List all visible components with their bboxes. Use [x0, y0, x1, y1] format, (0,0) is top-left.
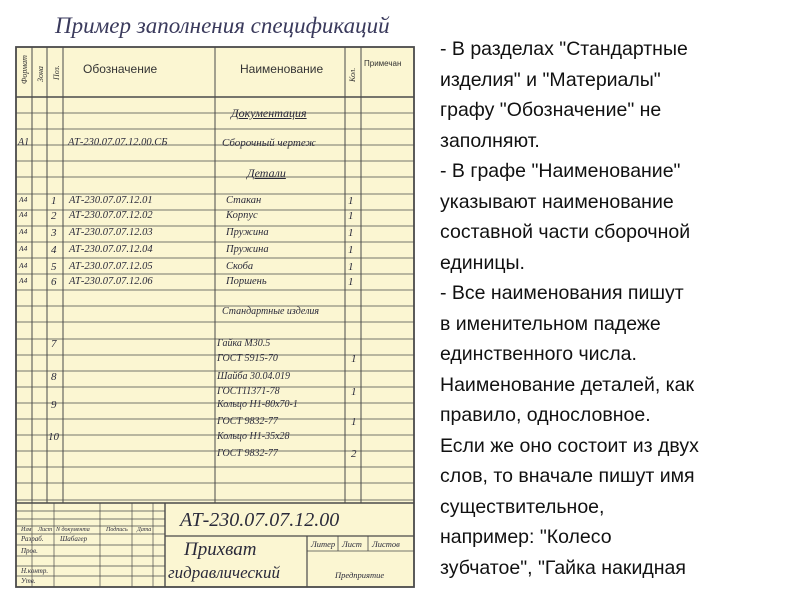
- standard-name: ГОСТ 5915-70: [217, 353, 278, 364]
- standard-qty: 1: [351, 416, 357, 428]
- standard-name: Кольцо Н1-80х70-1: [217, 399, 298, 410]
- section-standard: Стандартные изделия: [222, 306, 320, 317]
- detail-pos: 1: [51, 195, 57, 207]
- standard-name: ГОСТ 9832-77: [217, 416, 278, 427]
- title-block-name-line1: Прихват: [184, 539, 257, 560]
- title-block-sheets: Листов: [372, 539, 400, 549]
- title-block-name-line2: гидравлический: [168, 563, 280, 582]
- header-pos: Поз.: [52, 65, 61, 80]
- detail-designation: АТ-230.07.07.12.04: [69, 244, 153, 255]
- detail-name: Корпус: [226, 210, 258, 221]
- detail-designation: АТ-230.07.07.12.06: [69, 276, 153, 287]
- header-note: Примечан: [364, 59, 402, 68]
- detail-qty: 1: [348, 227, 354, 239]
- detail-format: А4: [19, 244, 28, 253]
- title-block-nkontr: Н.контр.: [21, 567, 49, 575]
- detail-name: Скоба: [226, 261, 254, 272]
- section-details: Детали: [247, 166, 286, 180]
- standard-name: ГОСТ 9832-77: [217, 448, 278, 459]
- detail-pos: 6: [51, 276, 57, 288]
- detail-format: А4: [19, 195, 28, 204]
- notes-line: заполняют.: [440, 129, 540, 152]
- detail-designation: АТ-230.07.07.12.05: [69, 261, 153, 272]
- standard-name: Гайка М30.5: [217, 338, 271, 349]
- detail-format: А4: [19, 227, 28, 236]
- title-block-prov: Пров.: [21, 547, 38, 555]
- standard-qty: 2: [351, 448, 357, 460]
- title-block-company: Предприятие: [335, 570, 385, 580]
- notes-line: зубчатое", "Гайка накидная: [440, 556, 686, 579]
- detail-qty: 1: [348, 244, 354, 256]
- section-documentation: Документация: [231, 106, 307, 120]
- notes-line: существительное,: [440, 495, 605, 518]
- detail-name: Поршень: [226, 276, 267, 287]
- notes-line: единственного числа.: [440, 343, 637, 365]
- header-format: Формат: [20, 55, 29, 84]
- title-block-razrab-name: Шабагер: [60, 535, 88, 543]
- header-designation: Обозначение: [83, 62, 158, 76]
- notes-line: графу "Обозначение" не: [440, 99, 662, 121]
- notes-line: указывают наименование: [440, 190, 674, 213]
- detail-name: Пружина: [226, 227, 269, 238]
- notes-line: - В разделах "Стандартные: [440, 38, 688, 60]
- header-qty: Кол.: [348, 67, 357, 82]
- standard-pos: 7: [51, 338, 57, 350]
- spec-title: Пример заполнения спецификаций: [55, 13, 390, 38]
- notes-line: единицы.: [440, 251, 525, 274]
- detail-format: А4: [19, 276, 28, 285]
- detail-pos: 3: [51, 227, 57, 239]
- standard-name: Шайба 30.04.019: [217, 371, 290, 382]
- notes-line: составной части сборочной: [440, 221, 691, 243]
- notes-line: изделия" и "Материалы": [440, 68, 661, 91]
- standard-name: Кольцо Н1-35х28: [217, 431, 290, 442]
- detail-qty: 1: [348, 210, 354, 222]
- notes-line: в именительном падеже: [440, 312, 661, 335]
- doc-format: А1: [18, 137, 30, 148]
- title-block-col-izm: Изм: [21, 527, 32, 533]
- doc-designation: АТ-230.07.07.12.00.СБ: [68, 137, 168, 148]
- standard-qty: 1: [351, 386, 357, 398]
- notes-line: слов, то вначале пишут имя: [440, 465, 695, 487]
- header-name: Наименование: [240, 62, 324, 76]
- title-block-col-list: Лист: [38, 527, 53, 533]
- notes-line: правило, однословное.: [440, 404, 651, 426]
- notes-line: Наименование деталей, как: [440, 373, 695, 396]
- title-block-col-doc: N документа: [56, 527, 90, 533]
- header-zone: Зона: [36, 66, 45, 82]
- standard-name: ГОСТ11371-78: [217, 386, 280, 397]
- notes-text: [440, 34, 796, 583]
- detail-pos: 2: [51, 210, 57, 222]
- notes-line: например: "Колесо: [440, 526, 612, 548]
- title-block-stage: Литер: [311, 539, 336, 549]
- detail-pos: 4: [51, 244, 57, 256]
- detail-designation: АТ-230.07.07.12.02: [69, 210, 153, 221]
- title-block-col-date: Дата: [137, 527, 152, 533]
- notes-line: - Все наименования пишут: [440, 282, 684, 304]
- detail-format: А4: [19, 261, 28, 270]
- standard-pos: 10: [48, 431, 59, 443]
- title-block-col-sign: Подпись: [106, 527, 128, 533]
- doc-name: Сборочный чертеж: [222, 137, 316, 149]
- notes-line: Если же оно состоит из двух: [440, 434, 699, 457]
- standard-pos: 8: [51, 371, 57, 383]
- detail-designation: АТ-230.07.07.12.03: [69, 227, 153, 238]
- detail-qty: 1: [348, 276, 354, 288]
- standard-qty: 1: [351, 353, 357, 365]
- standard-pos: 9: [51, 399, 57, 411]
- detail-format: А4: [19, 210, 28, 219]
- title-block-razrab: Разраб.: [21, 535, 44, 543]
- detail-qty: 1: [348, 195, 354, 207]
- detail-name: Стакан: [226, 195, 262, 206]
- detail-pos: 5: [51, 261, 57, 273]
- detail-qty: 1: [348, 261, 354, 273]
- detail-name: Пружина: [226, 244, 269, 255]
- notes-line: - В графе "Наименование": [440, 160, 681, 182]
- title-block-sheet: Лист: [342, 539, 362, 549]
- detail-designation: АТ-230.07.07.12.01: [69, 195, 153, 206]
- title-block-doc-number: АТ-230.07.07.12.00: [180, 509, 340, 531]
- title-block-utv: Утв.: [21, 577, 36, 585]
